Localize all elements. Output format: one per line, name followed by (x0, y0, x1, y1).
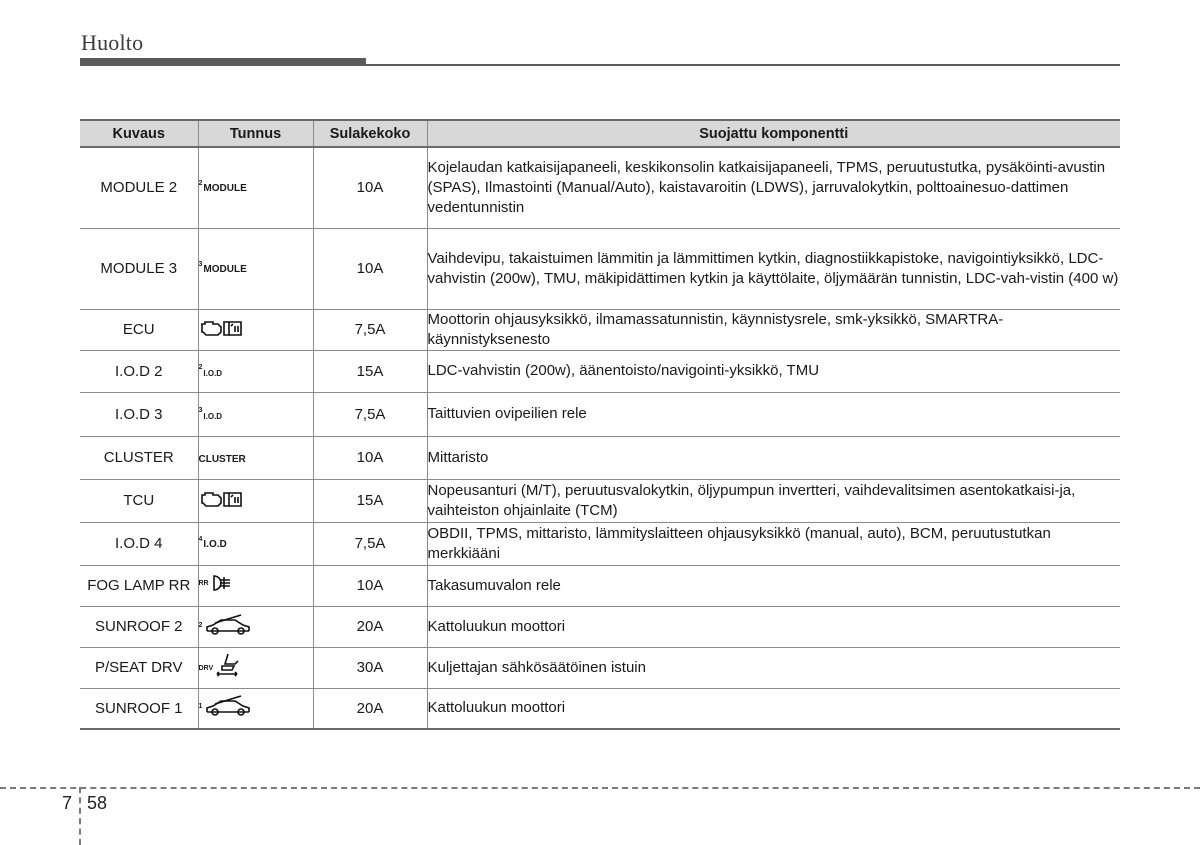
fuse-description: OBDII, TPMS, mittaristo, lämmityslaitteen ohjausyksikkö (manual, auto), BCM, peruutustutkan merkkiääni (427, 522, 1120, 565)
symbol-number: 3 (198, 406, 203, 414)
fuse-description: Nopeusanturi (M/T), peruutusvalokytkin, öljypumpun invertteri, vaihdevalitsimen asentokatkaisi-ja, vaihteiston ohjainlaite (TCM) (427, 479, 1120, 522)
fuse-description: Kattoluukun moottori (427, 688, 1120, 729)
fuse-size: 7,5A (313, 392, 427, 436)
seat-icon (214, 652, 240, 682)
fuse-symbol (199, 694, 254, 720)
symbol-label: MODULE (203, 264, 247, 275)
table-row (80, 688, 1120, 729)
symbol-number: RR (198, 579, 209, 587)
table-row (80, 147, 1120, 228)
fuse-symbol-cell (198, 392, 313, 436)
table-header-row (80, 120, 1120, 147)
column-header: Suojattu komponentti (427, 120, 1120, 147)
table-row (80, 436, 1120, 479)
fuse-description: Taittuvien ovipeilien rele (427, 392, 1120, 436)
symbol-label: MODULE (203, 183, 247, 195)
fuse-description: Mittaristo (427, 436, 1120, 479)
table-row (80, 392, 1120, 436)
fuse-size: 30A (313, 647, 427, 688)
table-row (80, 606, 1120, 647)
page-number: 58 (87, 793, 108, 813)
symbol-label: I.O.D (203, 368, 223, 378)
fuse-size: 20A (313, 688, 427, 729)
fuse-name: ECU (80, 309, 198, 350)
fuse-size: 10A (313, 147, 427, 228)
symbol-label: I.O.D (203, 539, 227, 550)
table-row (80, 350, 1120, 392)
fuse-name: SUNROOF 2 (80, 606, 198, 647)
fuse-symbol (198, 180, 247, 195)
fuse-symbol (198, 261, 247, 275)
fuse-symbol-cell (198, 147, 313, 228)
table-row (80, 522, 1120, 565)
engine-icon (199, 318, 247, 342)
column-header: Kuvaus (80, 120, 198, 147)
fuse-symbol-cell (198, 309, 313, 350)
fuse-size: 10A (313, 565, 427, 606)
fuse-symbol-cell (198, 606, 313, 647)
engine-icon (199, 489, 247, 513)
fuse-description: LDC-vahvistin (200w), äänentoisto/navigointi-yksikkö, TMU (427, 350, 1120, 392)
table-row (80, 309, 1120, 350)
table-row (80, 479, 1120, 522)
fuse-name: P/SEAT DRV (80, 647, 198, 688)
fuse-name: CLUSTER (80, 436, 198, 479)
fuse-symbol-cell (198, 350, 313, 392)
fuse-name: FOG LAMP RR (80, 565, 198, 606)
fuse-symbol-cell (198, 565, 313, 606)
fuse-size: 15A (313, 479, 427, 522)
fuse-description: Kattoluukun moottori (427, 606, 1120, 647)
table-row (80, 565, 1120, 606)
fuse-symbol-cell (198, 522, 313, 565)
fuse-description: Vaihdevipu, takaistuimen lämmitin ja lämmittimen kytkin, diagnostiikkapistoke, navigointiyksikkö, LDC-vahvistin (200w), TMU, mäkipidättimen kytkin ja käyttölaite, öljymäärän tunnistin, LDC-vah-vistin (400 w) (427, 228, 1120, 309)
section-title: Huolto (81, 30, 144, 55)
symbol-label: CLUSTER (198, 454, 246, 465)
table-row (80, 647, 1120, 688)
fuse-description: Moottorin ohjausyksikkö, ilmamassatunnistin, käynnistysrele, smk-yksikkö, SMARTRA-käynnistyksenesto (427, 309, 1120, 350)
symbol-label: I.O.D (203, 411, 223, 421)
title-rule (366, 64, 1120, 66)
column-header: Sulakekoko (313, 120, 427, 147)
fuse-name: MODULE 2 (80, 147, 198, 228)
fuse-name: MODULE 3 (80, 228, 198, 309)
page-divider-vertical (79, 787, 81, 845)
title-rule-accent (80, 58, 366, 66)
fuse-symbol (199, 613, 254, 639)
sunroof-icon (203, 613, 253, 639)
table-row (80, 228, 1120, 309)
fuse-name: I.O.D 2 (80, 350, 198, 392)
symbol-number: 1 (198, 703, 203, 711)
fuse-symbol (199, 489, 247, 513)
sunroof-icon (203, 694, 253, 720)
fuse-name: I.O.D 4 (80, 522, 198, 565)
fuse-name: I.O.D 3 (80, 392, 198, 436)
fuse-symbol (199, 454, 246, 465)
fuse-name: SUNROOF 1 (80, 688, 198, 729)
fuse-table (80, 119, 1120, 730)
symbol-number: 2 (198, 621, 203, 629)
chapter-number: 7 (62, 793, 73, 813)
symbol-number: 4 (198, 536, 203, 543)
fuse-description: Kuljettajan sähkösäätöinen istuin (427, 647, 1120, 688)
fuse-symbol-cell (198, 436, 313, 479)
fuse-symbol (198, 406, 223, 421)
symbol-number: 2 (198, 363, 203, 371)
fuse-symbol (199, 652, 241, 682)
fuse-description: Kojelaudan katkaisijapaneeli, keskikonsolin katkaisijapaneeli, TPMS, peruutustutka, pysäköinti-avustin (SPAS), Ilmastointi (Manual/Auto), kaistavaroitin (LDWS), jarruvalokytkin, polttoainesuo-dattimen vedentunnistin (427, 147, 1120, 228)
fuse-symbol-cell (198, 647, 313, 688)
fuse-symbol (198, 536, 227, 550)
fuse-name: TCU (80, 479, 198, 522)
fuse-size: 10A (313, 228, 427, 309)
fuse-description: Takasumuvalon rele (427, 565, 1120, 606)
fuse-symbol (199, 573, 238, 597)
fuse-size: 15A (313, 350, 427, 392)
fog-icon (210, 573, 238, 597)
symbol-number: 2 (198, 180, 203, 188)
fuse-symbol (198, 363, 223, 378)
fuse-symbol-cell (198, 688, 313, 729)
symbol-number: 3 (198, 261, 203, 268)
fuse-size: 7,5A (313, 522, 427, 565)
fuse-symbol-cell (198, 479, 313, 522)
fuse-size: 10A (313, 436, 427, 479)
symbol-number: DRV (198, 664, 214, 672)
column-header: Tunnus (198, 120, 313, 147)
fuse-size: 20A (313, 606, 427, 647)
fuse-symbol-cell (198, 228, 313, 309)
fuse-symbol (199, 318, 247, 342)
page-divider (0, 787, 1200, 789)
fuse-size: 7,5A (313, 309, 427, 350)
